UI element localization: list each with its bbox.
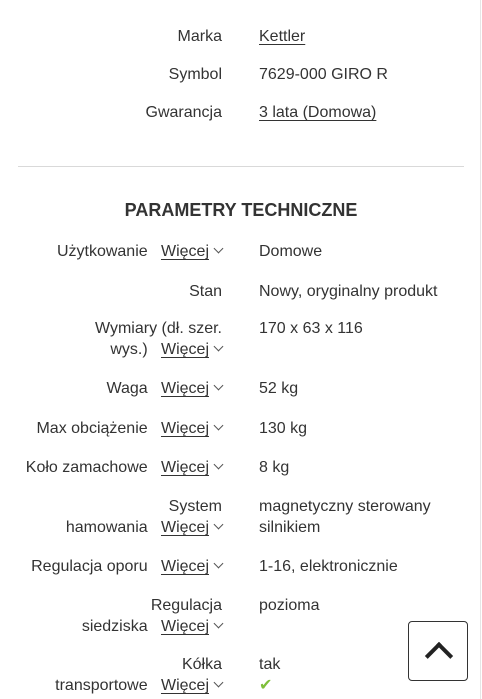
brand-link[interactable]: Kettler xyxy=(259,28,306,45)
param-label: Regulacja siedziska Więcej xyxy=(81,597,222,635)
brand-value xyxy=(259,26,459,47)
section-title: PARAMETRY TECHNICZNE xyxy=(124,200,358,220)
warranty-label: Gwarancja xyxy=(145,104,222,121)
check-icon: ✔ xyxy=(259,677,273,694)
more-link[interactable]: Więcej xyxy=(161,677,222,694)
chevron-down-icon xyxy=(214,421,224,431)
more-link[interactable]: Więcej xyxy=(161,420,222,437)
more-link[interactable]: Więcej xyxy=(161,558,222,575)
more-link[interactable]: Więcej xyxy=(161,519,222,536)
param-label: System hamowania Więcej xyxy=(65,498,222,536)
param-value: Domowe xyxy=(259,243,323,260)
param-label: Waga Więcej xyxy=(106,378,222,399)
brand-label: Marka xyxy=(177,28,222,45)
section-divider xyxy=(18,166,464,167)
chevron-down-icon xyxy=(214,619,224,629)
chevron-up-icon xyxy=(425,642,453,670)
param-label: Kółka transportowe Więcej xyxy=(55,656,222,694)
symbol-label: Symbol xyxy=(168,66,222,83)
param-value: 1-16, elektronicznie xyxy=(259,558,398,575)
param-value: pozioma xyxy=(259,597,320,614)
more-link[interactable]: Więcej xyxy=(161,243,222,260)
chevron-down-icon xyxy=(214,381,224,391)
chevron-down-icon xyxy=(214,559,224,569)
chevron-down-icon xyxy=(214,678,224,688)
more-link[interactable]: Więcej xyxy=(161,341,222,358)
chevron-down-icon xyxy=(214,244,224,254)
more-link[interactable]: Więcej xyxy=(161,618,222,635)
warranty-value xyxy=(259,102,459,123)
more-link[interactable]: Więcej xyxy=(161,459,222,476)
param-value: Nowy, oryginalny produkt xyxy=(259,283,438,300)
param-label: Max obciążenie Więcej xyxy=(36,418,222,439)
more-link[interactable]: Więcej xyxy=(161,380,222,397)
param-value: tak ✔ xyxy=(259,656,281,694)
chevron-down-icon xyxy=(214,520,224,530)
chevron-down-icon xyxy=(214,460,224,470)
param-value: magnetyczny sterowany silnikiem xyxy=(259,498,431,536)
param-label: Koło zamachowe Więcej xyxy=(26,457,222,478)
param-label: Użytkowanie Więcej xyxy=(57,241,222,262)
chevron-down-icon xyxy=(214,342,224,352)
param-value: 8 kg xyxy=(259,459,290,476)
scroll-to-top-button[interactable] xyxy=(408,621,468,681)
warranty-link[interactable]: 3 lata (Domowa) xyxy=(259,104,377,121)
symbol-value: 7629-000 GIRO R xyxy=(259,66,388,83)
page-edge-line xyxy=(480,0,481,699)
param-label: Regulacja oporu Więcej xyxy=(31,556,222,577)
param-label: Stan xyxy=(189,283,222,300)
param-label: Wymiary (dł. szer. wys.) Więcej xyxy=(95,320,222,358)
param-value: 52 kg xyxy=(259,380,299,397)
param-value: 170 x 63 x 116 xyxy=(259,320,363,337)
param-value: 130 kg xyxy=(259,420,308,437)
